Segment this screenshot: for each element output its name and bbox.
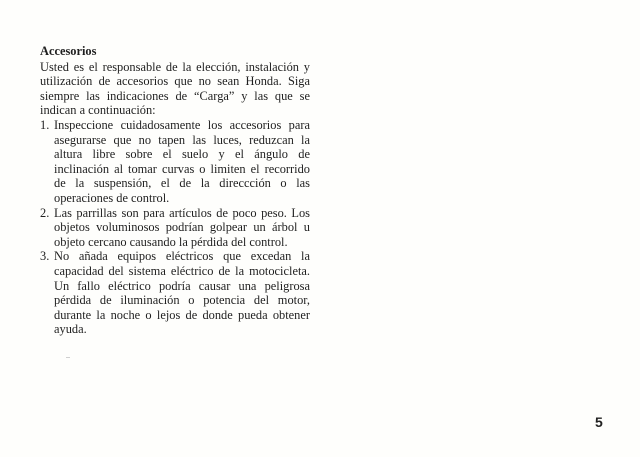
section-heading: Accesorios: [40, 44, 97, 58]
recommendations-list: [40, 118, 310, 337]
intro-paragraph: Usted es el responsable de la elección, instalación y utilización de accesorios que no sean Honda. Siga siempre las indicaciones de “Carga” y las que se indican a continuación:: [40, 59, 310, 118]
print-speck: [66, 357, 70, 358]
page-number: 5: [595, 414, 603, 430]
list-item: [40, 118, 310, 206]
accessories-section: [40, 44, 310, 337]
list-item-text: Las parrillas son para artículos de poco peso. Los objetos voluminosos podrían golpear un árbol u objeto cercano causando la pérdida del control.: [54, 205, 310, 249]
list-item-number: 1.: [40, 117, 50, 132]
list-item-text: Inspeccione cuidadosamente los accesorios para asegurarse que no tapen las luces, reduzcan la altura libre sobre el suelo y el ángulo de inclinación al tomar curvas o limiten el recorrido de la suspensión, el de la direccción o las operaciones de control.: [54, 117, 310, 205]
list-item: [40, 249, 310, 337]
list-item: [40, 206, 310, 250]
list-item-number: 3.: [40, 249, 50, 264]
list-item-text: No añada equipos eléctricos que excedan la capacidad del sistema eléctrico de la motocicleta. Un fallo eléctrico podría causar una peligrosa pérdida de iluminación o potencia del motor, durante la noche o lejos de donde pueda obtener ayuda.: [54, 249, 310, 337]
list-item-number: 2.: [40, 205, 50, 220]
